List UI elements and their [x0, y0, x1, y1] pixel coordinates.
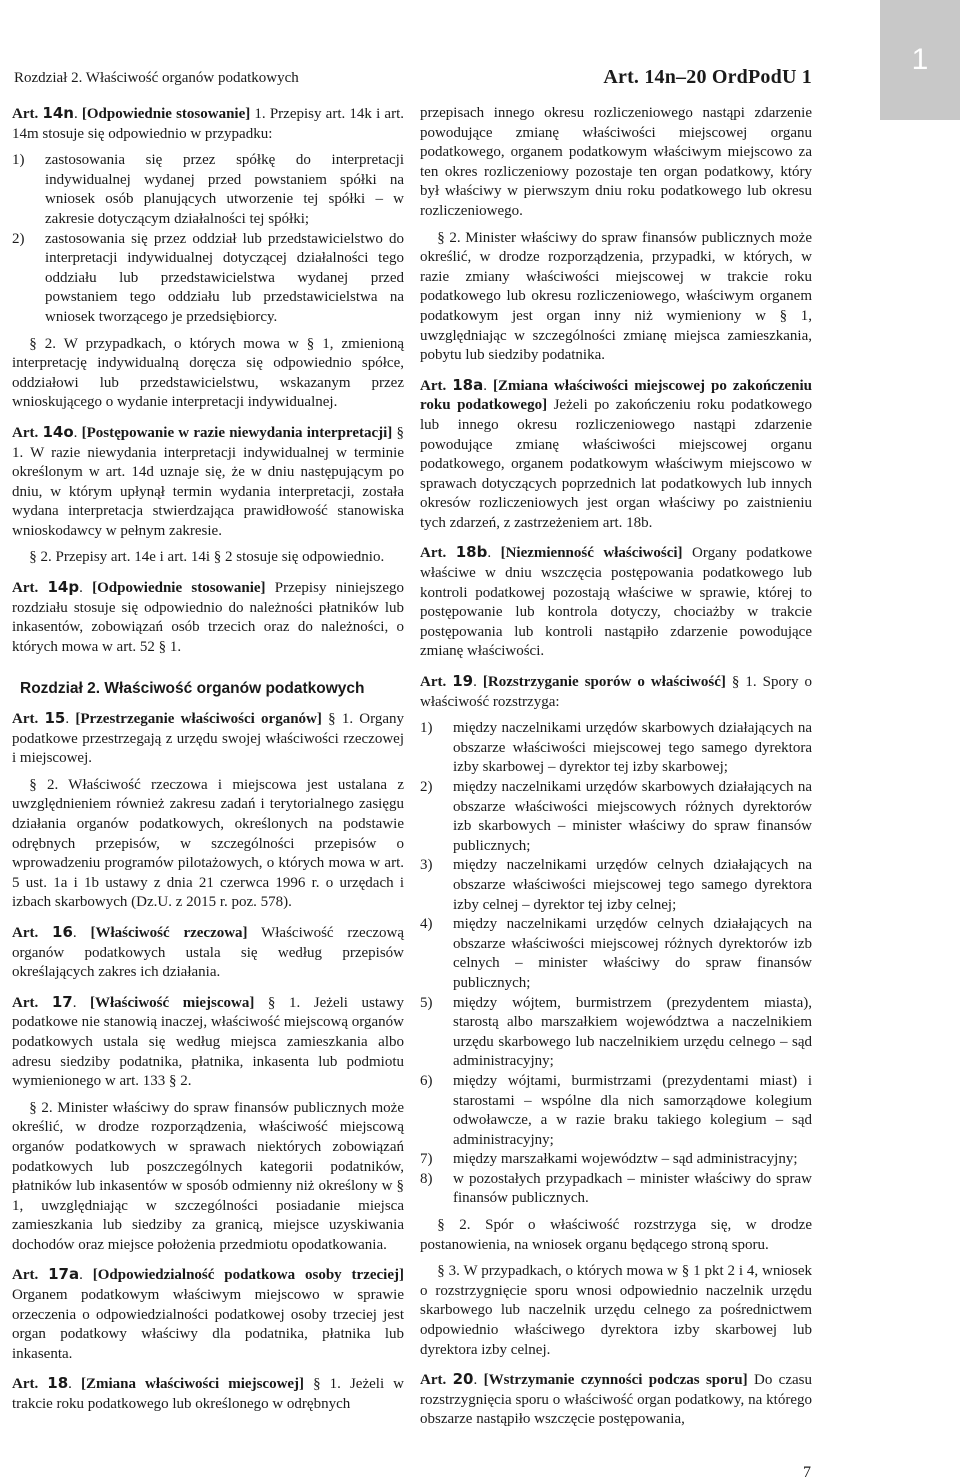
article-title: [Odpowiednie stosowanie]	[81, 106, 251, 122]
article-17: Art. 17. [Właściwość miejscowa] § 1. Jeżeli ustawy podatkowe nie stanowią inaczej, właściwość miejscową organów podatkowych ustala się według miejsca zamieszkania albo adresu siedziby podatnika, płatnika, inkasenta lub podmiotu wymienionego w art. 133 § 2.	[12, 992, 404, 1090]
list-item: 7) między marszałkami województw – sąd administracyjny;	[420, 1151, 798, 1168]
chapter-heading: Rozdział 2. Właściwość organów podatkowych	[20, 680, 365, 698]
article-title: [Zmiana właściwości miejscowej po zakończeniu roku podatkowego]	[420, 377, 813, 414]
article-number: 18a	[452, 375, 484, 394]
article-title: [Zmiana właściwości miejscowej]	[80, 1376, 305, 1393]
list-item: 2) zastosowania się przez oddział lub przedstawicielstwo do interpretacji indywidualnej dotyczącej działalności tego oddziału lub przedstawicielstwa wydanej przed powstaniem tego oddziału lub przedstawicielstwa na wniosek tworzącego je przedsiębiorcy.	[12, 230, 404, 325]
article-number: 14n	[42, 104, 74, 122]
left-column	[12, 104, 404, 1422]
article-number: 14o	[42, 422, 74, 441]
list-item: 1) między naczelnikami urzędów skarbowych działających na obszarze właściwości miejscowej tego samego dyrektora izby skarbowej – dyrektor tej izby skarbowej;	[420, 720, 812, 776]
article-number: 18	[47, 1374, 69, 1393]
article-14n-list	[12, 151, 404, 327]
article-text: Jeżeli po zakończeniu roku podatkowego lub innego okresu rozliczeniowego nastąpi zdarzenie powodujące zmianę właściwości miejscowej organu podatkowego, organem podatkowym właściwym miejscowo w sprawach dotyczących poprzednich lat podatkowych lub innych okresów rozliczeniowych jest organ właściwy po zaistnieniu tych zdarzeń, z zastrzeżeniem art. 18b.	[420, 397, 812, 531]
chapter-tab-label: 1	[911, 43, 929, 76]
list-item: 8) w pozostałych przypadkach – minister właściwy do spraw finansów publicznych.	[420, 1170, 812, 1207]
article-number: 17a	[48, 1265, 80, 1284]
paragraph: § 3. W przypadkach, o których mowa w § 1 pkt 2 i 4, wniosek o rozstrzygnięcie sporu wnosi odpowiednio naczelnik urzędu skarbowego lub naczelnik urzędu celnego za pośrednictwem odpowiednio właściwego dyrektora izby skarbowej lub dyrektora izby celnej.	[420, 1263, 812, 1358]
article-text: § 1. Jeżeli w trakcie roku podatkowego lub określonego w odrębnych	[12, 1376, 404, 1413]
article-number: 16	[52, 922, 73, 941]
article-text: Do czasu rozstrzygnięcia sporu o właściwość organ podatkowy, na którego obszarze nastąpiło wszczęcie postępowania,	[420, 1372, 812, 1428]
article-18: Art. 18. [Zmiana właściwości miejscowej] § 1. Jeżeli w trakcie roku podatkowego lub określonego w odrębnych	[12, 1374, 404, 1413]
paragraph: przepisach innego okresu rozliczeniowego nastąpi zdarzenie powodujące zmianę właściwości miejscowej organu podatkowego, organem podatkowym właściwym miejscowo za ten okres rozliczeniowy pozostaje ten organ podatkowy, który był właściwy w pierwszym dniu roku podatkowego lub okresu rozliczeniowego.	[420, 105, 812, 219]
article-title: [Właściwość rzeczowa]	[90, 924, 248, 941]
paragraph: § 2. W przypadkach, o których mowa w § 1, zmienioną interpretację indywidualną doręcza się odpowiednio spółce, oddziałowi lub przedstawicielstwu, wskazanym przez wnioskującego o wydanie interpretacji indywidualnej.	[12, 335, 404, 411]
article-text: Przepisy niniejszego rozdziału stosuje się odpowiednio do należności płatników lub inkasentów, zobowiązań osób trzecich oraz do należności, o których mowa w art. 52 § 1.	[12, 580, 404, 655]
article-title: [Wstrzymanie czynności podczas sporu]	[483, 1372, 748, 1389]
article-title: [Rozstrzyganie sporów o właściwość]	[482, 674, 726, 691]
article-20: Art. 20. [Wstrzymanie czynności podczas sporu] Do czasu rozstrzygnięcia sporu o właściwość organ podatkowy, na którego obszarze nastąpiło wszczęcie postępowania,	[420, 1370, 812, 1428]
article-text: § 1. Organy podatkowe przestrzegają z urzędu swojej właściwości rzeczowej i miejscowej.	[12, 711, 405, 767]
list-item: 6) między wójtami, burmistrzami (prezydentami miast) i starostami – wspólne dla nich samorządowe kolegium odwoławcze, a w razie braku takiego kolegium – sąd administracyjny;	[420, 1072, 812, 1148]
article-number: 18b	[455, 543, 488, 562]
article-number: 17	[51, 992, 73, 1011]
page-number: 7	[803, 1464, 811, 1481]
article-16: Art. 16. [Właściwość rzeczowa] Właściwość rzeczową organów podatkowych ustala się według przepisów określających zakres ich działania.	[12, 922, 405, 981]
article-title: [Właściwość miejscowa]	[90, 994, 255, 1011]
list-item: 3) między naczelnikami urzędów celnych działających na obszarze właściwości miejscowej tego samego dyrektora izby celnej – dyrektor tej izby celnej;	[420, 857, 812, 913]
article-text: § 1. Jeżeli ustawy podatkowe nie stanowią inaczej, właściwość miejscową organów podatkowych ustala się według miejsca zamieszkania albo adresu siedziby podatnika, płatnika, inkasenta lub podmiotu wymienionego w art. 133 § 2.	[12, 994, 404, 1090]
running-header-articles: Art. 14n–20 OrdPodU 1	[603, 66, 812, 88]
article-14o: Art. 14o. [Postępowanie w razie niewydania interpretacji] § 1. W razie niewydania interpretacji indywidualnej w terminie określonym w art. 14d uznaje się, że w dniu następującym po dniu, w którym upłynął termin wydania interpretacji, została wydana interpretacja stwierdzająca prawidłowość stanowiska wnioskodawcy w pełnym zakresie.	[12, 422, 405, 539]
chapter-thumb-tab	[880, 0, 960, 120]
paragraph: § 2. Właściwość rzeczowa i miejscowa jest ustalana z uwzględnieniem również zakresu zadań i terytorialnego zasięgu działania organów podatkowych, określonych na podstawie odrębnych przepisów, w szczególności przepisów o wprowadzeniu programów pilotażowych, o których mowa w art. 5 ust. 1a i 1b ustawy z dnia 21 czerwca 1996 r. o urzędach i izbach skarbowych (Dz.U. z 2015 r. poz. 578).	[12, 776, 404, 911]
list-item: 1) zastosowania się przez spółkę do interpretacji indywidualnej wydanej przed powstaniem spółki na wniosek osób planujących utworzenie tej spółki – w zakresie dotyczącym działalności tej spółki;	[12, 152, 404, 227]
list-item: 2) między naczelnikami urzędów skarbowych działających na obszarze właściwości miejscowych różnych dyrektorów izb skarbowych – minister właściwy do spraw finansów publicznych;	[420, 779, 812, 854]
article-number: 19	[452, 672, 474, 691]
article-17a: Art. 17a. [Odpowiedzialność podatkowa osoby trzeciej] Organem podatkowym właściwym miejscowo w sprawie orzeczenia o odpowiedzialności podatkowej osoby trzeciej jest organ podatkowy właściwy dla podatnika, płatnika lub inkasenta.	[12, 1265, 404, 1362]
paragraph: § 2. Spór o właściwość rozstrzyga się, w drodze postanowienia, na wniosek organu będącego stroną sporu.	[420, 1217, 812, 1253]
paragraph: § 2. Przepisy art. 14e i art. 14i § 2 stosuje się odpowiednio.	[29, 549, 385, 566]
running-header-chapter: Rozdział 2. Właściwość organów podatkowych	[14, 70, 299, 86]
article-number: 14p	[47, 578, 80, 597]
list-item: 4) między naczelnikami urzędów celnych działających na obszarze właściwości miejscowej różnych dyrektorów izb celnych – minister właściwy do spraw finansów publicznych;	[420, 916, 812, 991]
article-label: Art.	[12, 106, 43, 122]
article-text: § 1. W razie niewydania interpretacji indywidualnej w terminie określonym w art. 14d uznaje się, że w dniu następującym po dniu, w którym upłynął termin wydania interpretacji, została wydana interpretacja stwierdzająca prawidłowość stanowiska wnioskodawcy w pełnym zakresie.	[12, 424, 405, 539]
article-text: Organem podatkowym właściwym miejscowo w sprawie orzeczenia o odpowiedzialności podatkowej osoby trzeciej jest organ podatkowy właściwy dla podatnika, płatnika lub inkasenta.	[12, 1287, 404, 1362]
article-14n: Art. 14n. [Odpowiednie stosowanie] 1. Przepisy art. 14k i art. 14m stosuje się odpowiednio w przypadku:	[12, 104, 404, 142]
article-19: Art. 19. [Rozstrzyganie sporów o właściwość] § 1. Spory o właściwość rozstrzyga:	[420, 672, 812, 710]
right-column	[420, 104, 812, 1437]
article-title: [Odpowiednie stosowanie]	[92, 580, 266, 597]
article-title: [Niezmienność właściwości]	[500, 545, 683, 562]
article-title: [Odpowiedzialność podatkowa osoby trzeciej]	[92, 1267, 404, 1284]
article-number: 15	[44, 709, 66, 728]
article-text: § 1. Spory o właściwość rozstrzyga:	[420, 674, 812, 710]
article-number: 20	[452, 1370, 474, 1389]
article-text: Właściwość rzeczową organów podatkowych ustala się według przepisów określających zakres ich działania.	[12, 924, 405, 981]
article-19-list	[420, 719, 812, 1209]
article-14p: Art. 14p. [Odpowiednie stosowanie] Przepisy niniejszego rozdziału stosuje się odpowiednio do należności płatników lub inkasentów, zobowiązań osób trzecich oraz do należności, o których mowa w art. 52 § 1.	[12, 578, 404, 655]
paragraph: § 2. Minister właściwy do spraw finansów publicznych może określić, w drodze rozporządzenia, właściwość miejscową organów podatkowych w sprawach niektórych zobowiązań podatkowych lub poszczególnych kategorii podatników, płatników lub inkasentów w sposób odmienny niż określony w § 1, uwzględniając w szczególności posiadanie miejsca zamieszkania lub siedziby za granicą, miejsce uzyskiwania dochodów oraz miejsce położenia przedmiotu opodatkowania.	[12, 1099, 404, 1253]
article-18a: Art. 18a. [Zmiana właściwości miejscowej po zakończeniu roku podatkowego] Jeżeli po zakończeniu roku podatkowego lub innego okresu rozliczeniowego nastąpi zdarzenie powodujące zmianę właściwości miejscowej organu podatkowego, organem podatkowym właściwym miejscowo w sprawach dotyczących poprzednich lat podatkowych lub innych okresów rozliczeniowych jest organ właściwy po zaistnieniu tych zdarzeń, z zastrzeżeniem art. 18b.	[420, 375, 813, 531]
article-15: Art. 15. [Przestrzeganie właściwości organów] § 1. Organy podatkowe przestrzegają z urzędu swojej właściwości rzeczowej i miejscowej.	[12, 709, 405, 767]
article-18b: Art. 18b. [Niezmienność właściwości] Organy podatkowe właściwe w dniu wszczęcia postępowania podatkowego lub kontroli podatkowej pozostają właściwe w sprawie, której to postępowanie lub kontrola dotyczy, chociażby w trakcie postępowania lub kontroli nastąpiło zdarzenie powodujące zmianę właściwości.	[420, 543, 813, 660]
article-title: [Postępowanie w razie niewydania interpretacji]	[81, 424, 393, 441]
list-item: 5) między wójtem, burmistrzem (prezydentem miasta), starostą albo marszałkiem województwa a naczelnikiem urzędu skarbowego lub naczelnikiem urzędu celnego – sąd administracyjny;	[420, 994, 812, 1070]
article-text: Organy podatkowe właściwe w dniu wszczęcia postępowania podatkowego lub kontroli podatkowej pozostają właściwe w sprawie, której to postępowanie lub kontrola dotyczy, chociażby w trakcie postępowania lub kontroli nastąpiło zdarzenie powodujące zmianę właściwości.	[420, 545, 813, 660]
paragraph: § 2. Minister właściwy do spraw finansów publicznych może określić, w drodze rozporządzenia, przypadki, w których, w razie zmiany właściwości miejscowej w trakcie roku podatkowego lub okresu rozliczeniowego, właściwym organem podatkowym jest organ inny niż wymieniony w § 1, uwzględniając w szczególności zmianę miejsca zamieszkania, pobytu lub siedziby podatnika.	[420, 229, 812, 364]
article-text: 1. Przepisy art. 14k i art. 14m stosuje się odpowiednio w przypadku:	[12, 106, 404, 142]
article-title: [Przestrzeganie właściwości organów]	[75, 711, 322, 728]
